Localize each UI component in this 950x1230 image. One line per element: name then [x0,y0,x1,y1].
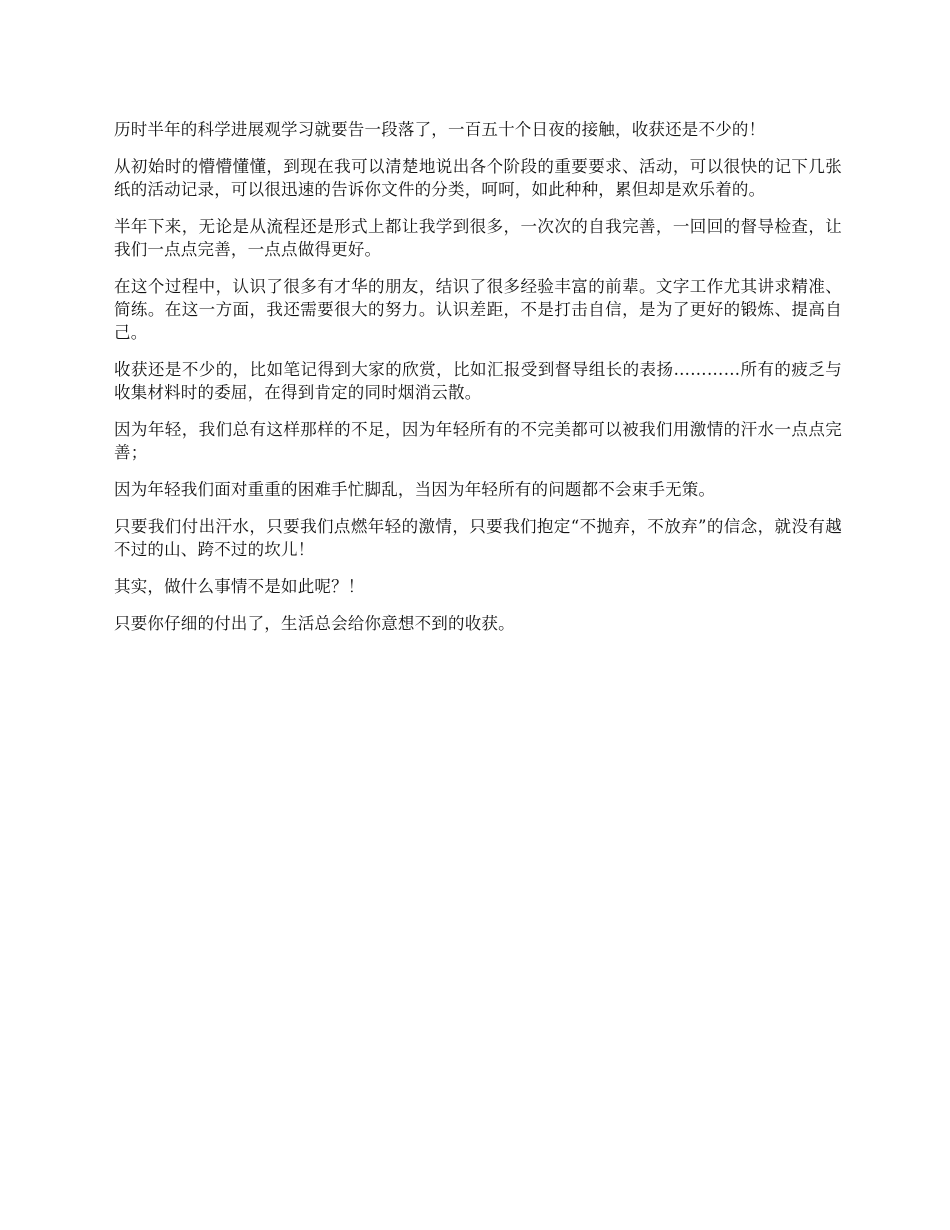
document-body [114,118,842,649]
paragraph-4: 在这个过程中，认识了很多有才华的朋友，结识了很多经验丰富的前辈。文字工作尤其讲求精准、简练。在这一方面，我还需要很大的努力。认识差距，不是打击自信，是为了更好的锻炼、提高自己。 [114,277,842,342]
paragraph-8: 只要我们付出汗水，只要我们点燃年轻的激情，只要我们抱定“不抛弃，不放弃”的信念，就没有越不过的山、跨不过的坎儿！ [114,517,842,559]
paragraph-3: 半年下来，无论是从流程还是形式上都让我学到很多，一次次的自我完善，一回回的督导检查，让我们一点点完善，一点点做得更好。 [114,217,842,259]
paragraph-9: 其实，做什么事情不是如此呢？！ [114,577,365,596]
paragraph-2: 从初始时的懵懵懂懂，到现在我可以清楚地说出各个阶段的重要要求、活动，可以很快的记下几张纸的活动记录，可以很迅速的告诉你文件的分类，呵呵，如此种种，累但却是欢乐着的。 [114,157,842,199]
paragraph-1: 历时半年的科学进展观学习就要告一段落了，一百五十个日夜的接触，收获还是不少的！ [114,120,766,139]
paragraph-7: 因为年轻我们面对重重的困难手忙脚乱，当因为年轻所有的问题都不会束手无策。 [114,480,716,499]
paragraph-6: 因为年轻，我们总有这样那样的不足，因为年轻所有的不完美都可以被我们用激情的汗水一点点完善； [114,420,842,462]
paragraph-10: 只要你仔细的付出了，生活总会给你意想不到的收获。 [114,614,515,633]
paragraph-5: 收获还是不少的，比如笔记得到大家的欣赏，比如汇报受到督导组长的表扬…………所有的疲乏与收集材料时的委屈，在得到肯定的同时烟消云散。 [114,360,842,402]
